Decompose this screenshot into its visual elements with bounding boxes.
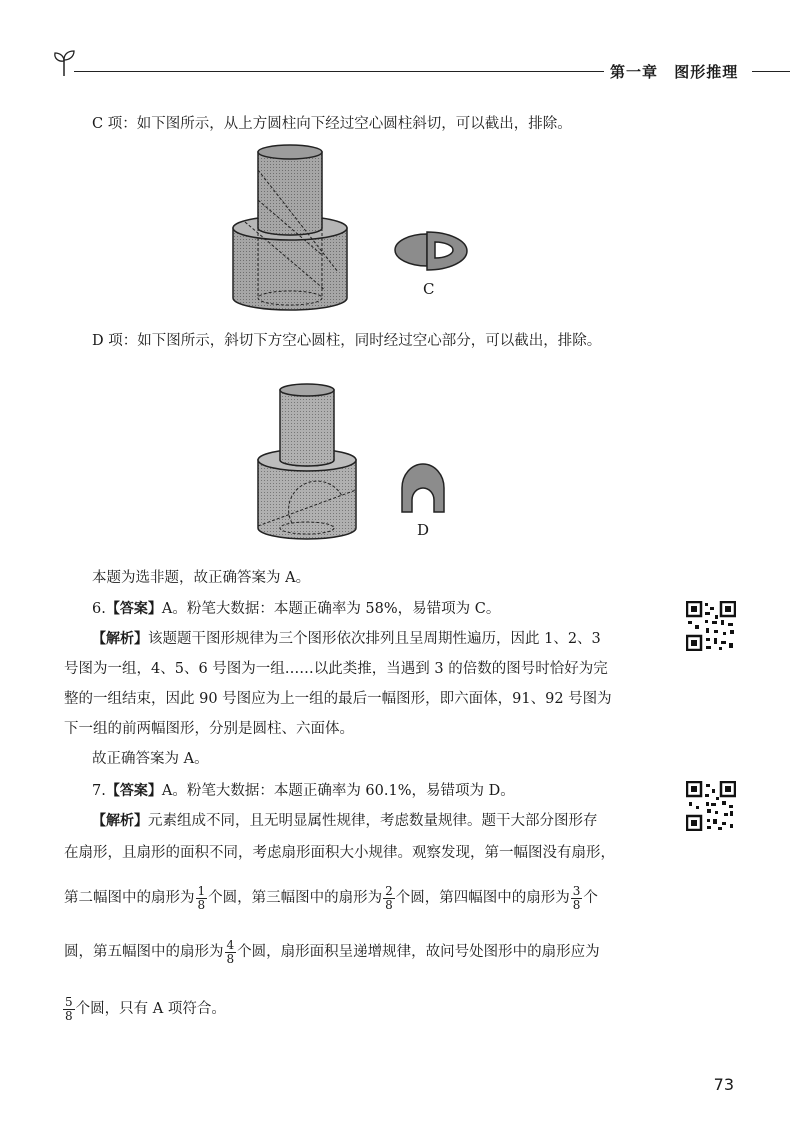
page-number: 73	[713, 1075, 734, 1094]
figure-d-cylinders	[252, 378, 362, 543]
conclusion-q5: 本题为选非题，故正确答案为 A。	[92, 570, 311, 586]
q6-answer-text: A。粉笔大数据：本题正确率为 58%，易错项为 C。	[161, 601, 501, 617]
q7-analysis-line5: $\frac{5}{8}$ 个圆，只有 A 项符合。	[65, 994, 226, 1023]
sprout-icon	[52, 48, 78, 78]
header-rule-tail	[752, 71, 790, 72]
q7-analysis-line3: 第二幅图中的扇形为 $\frac{1}{8}$ 个圆，第三幅图中的扇形为 $\frac{2}{8}$ 个圆，第四幅图中的扇形为 $\frac{3}{8}$ 个	[64, 883, 598, 912]
q6-number: 6.	[92, 601, 106, 617]
section-c-text: C 项：如下图所示，从上方圆柱向下经过空心圆柱斜切，可以截出，排除。	[92, 116, 572, 132]
q7-analysis-line1: 【解析】元素组成不同，且无明显属性规律，考虑数量规律。题干大部分图形存	[92, 813, 598, 829]
header-title	[610, 61, 748, 82]
section-label: 图形推理	[674, 63, 739, 81]
q7-answer-tag: 【答案】	[105, 783, 162, 799]
header-rule	[74, 71, 604, 72]
fraction-3-8: $\frac{3}{8}$	[572, 883, 581, 912]
qr-code-icon[interactable]	[686, 601, 736, 651]
caption-d: D	[417, 521, 430, 539]
q7-analysis-line2: 在扇形，且扇形的面积不同，考虑扇形面积大小规律。观察发现，第一幅图没有扇形，	[64, 845, 615, 861]
q6-analysis-line2: 号图为一组，4、5、6 号图为一组……以此类推，当遇到 3 的倍数的图号时恰好为完	[64, 661, 608, 677]
shape-d-arch	[398, 462, 448, 518]
fraction-2-8: $\frac{2}{8}$	[385, 883, 393, 912]
q7-analysis-tag: 【解析】	[92, 813, 148, 829]
running-header	[52, 44, 792, 84]
q6-analysis-tag: 【解析】	[92, 631, 148, 647]
qr-code-icon[interactable]	[686, 781, 736, 831]
q6-analysis-line1: 【解析】该题题干图形规律为三个图形依次排列且呈周期性遍历，因此 1、2、3	[92, 631, 601, 647]
section-d-text: D 项：如下图所示，斜切下方空心圆柱，同时经过空心部分，可以截出，排除。	[92, 333, 602, 349]
q6-analysis-line4: 下一组的前两幅图形，分别是圆柱、六面体。	[64, 721, 354, 737]
figure-c-cylinders	[225, 140, 355, 320]
shape-c-crescent	[392, 228, 476, 274]
chapter-label: 第一章	[610, 63, 659, 81]
q6-analysis-line3: 整的一组结束，因此 90 号图应为上一组的最后一幅图形，即六面体，91、92 号图为	[64, 691, 612, 707]
q6-answer	[92, 599, 500, 619]
q6-conclusion: 故正确答案为 A。	[92, 751, 209, 767]
q7-answer	[92, 781, 515, 801]
fraction-4-8: $\frac{4}{8}$	[226, 937, 235, 966]
q7-number: 7.	[92, 783, 106, 799]
caption-c: C	[423, 280, 435, 298]
q7-analysis-line4: 圆，第五幅图中的扇形为 $\frac{4}{8}$ 个圆，扇形面积呈递增规律，故问号处图形中的扇形应为	[64, 937, 600, 966]
q7-answer-text: A。粉笔大数据：本题正确率为 60.1%，易错项为 D。	[161, 783, 515, 799]
q6-answer-tag: 【答案】	[105, 601, 162, 617]
fraction-5-8: $\frac{5}{8}$	[65, 994, 73, 1023]
fraction-1-8: $\frac{1}{8}$	[197, 883, 206, 912]
